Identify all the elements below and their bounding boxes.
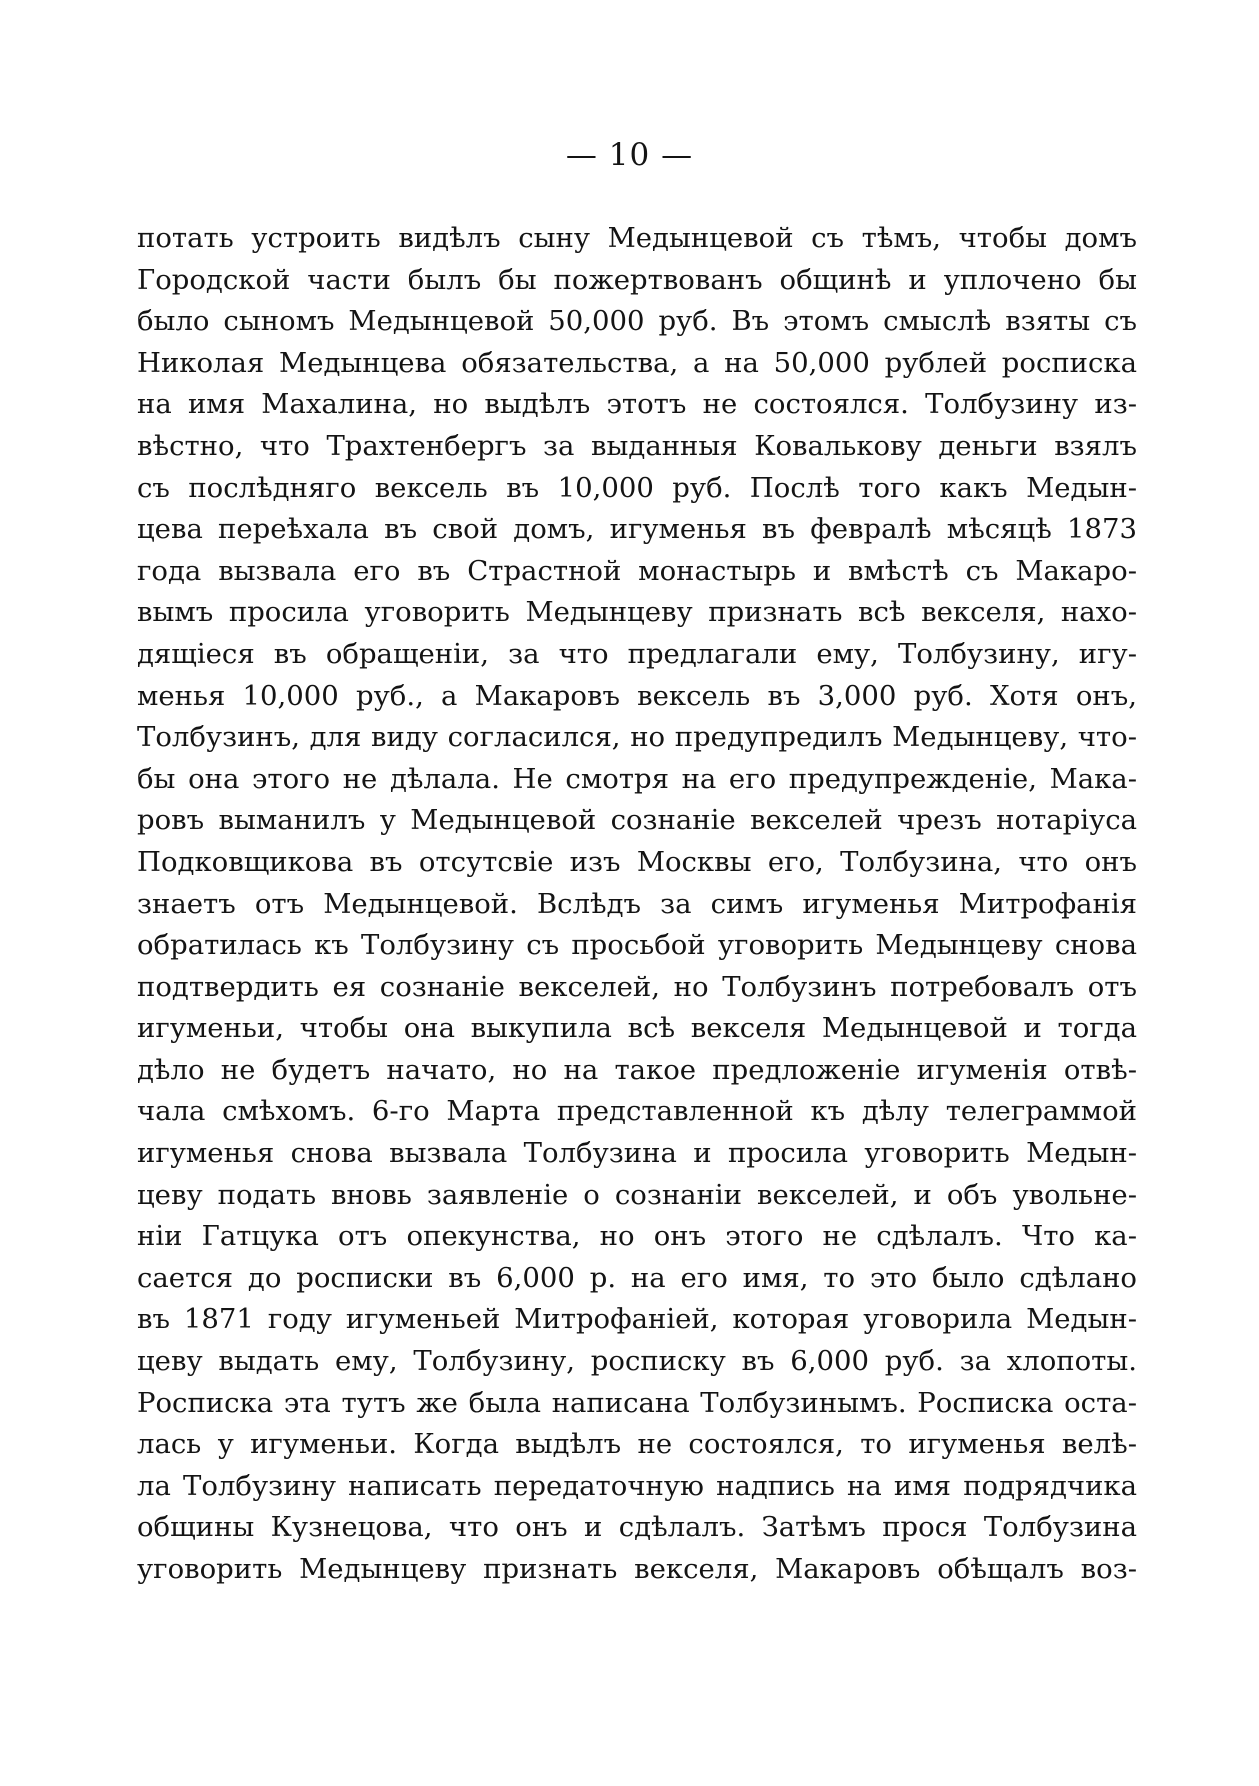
text-line: знаетъ отъ Медынцевой. Вслѣдъ за симъ игуменья Митрофанія <box>137 887 1137 920</box>
text-line: Росписка эта тутъ же была написана Толбузинымъ. Росписка оста- <box>137 1386 1137 1419</box>
text-line: цеву выдать ему, Толбузину, росписку въ 6,000 руб. за хлопоты. <box>137 1345 1137 1378</box>
body-text <box>137 218 1137 1591</box>
text-line: цеву подать вновь заявленіе о сознаніи векселей, и объ увольне- <box>137 1178 1137 1211</box>
text-line: Подковщикова въ отсутсвіе изъ Москвы его, Толбузина, что онъ <box>137 845 1137 878</box>
text-line: въ 1871 году игуменьей Митрофаніей, которая уговорила Медын- <box>137 1303 1137 1336</box>
text-line: потать устроить видѣлъ сыну Медынцевой съ тѣмъ, чтобы домъ <box>137 222 1137 254</box>
text-line: ровъ выманилъ у Медынцевой сознаніе векселей чрезъ нотаріуса <box>137 804 1137 837</box>
text-line: бы она этого не дѣлала. Не смотря на его предупрежденіе, Мака- <box>137 762 1137 795</box>
text-line: ла Толбузину написать передаточную надпись на имя подрядчика <box>137 1469 1137 1502</box>
text-line: общины Кузнецова, что онъ и сдѣлалъ. Затѣмъ прося Толбузина <box>137 1511 1137 1544</box>
text-line: года вызвала его въ Страстной монастырь и вмѣстѣ съ Макаро- <box>137 554 1137 587</box>
text-line: вѣстно, что Трахтенбергъ за выданныя Ковалькову деньги взялъ <box>137 429 1137 462</box>
text-line: дѣло не будетъ начато, но на такое предложеніе игуменія отвѣ- <box>137 1053 1137 1086</box>
text-line: лась у игуменьи. Когда выдѣлъ не состоялся, то игуменья велѣ- <box>137 1428 1137 1461</box>
text-line: вымъ просила уговорить Медынцеву признать всѣ векселя, нахо- <box>137 596 1137 629</box>
text-line: игуменья снова вызвала Толбузина и просила уговорить Медын- <box>137 1137 1137 1170</box>
page-number: — 10 — <box>565 137 694 173</box>
text-line: было сыномъ Медынцевой 50,000 руб. Въ этомъ смыслѣ взяты съ <box>137 305 1137 338</box>
text-line: чала смѣхомъ. 6-го Марта представленной къ дѣлу телеграммой <box>137 1095 1137 1128</box>
text-line: уговорить Медынцеву признать векселя, Макаровъ обѣщалъ воз- <box>137 1553 1137 1585</box>
text-line: Городской части былъ бы пожертвованъ общинѣ и уплочено бы <box>137 263 1137 296</box>
text-line: игуменьи, чтобы она выкупила всѣ векселя Медынцевой и тогда <box>137 1012 1137 1045</box>
text-line: съ послѣдняго вексель въ 10,000 руб. Послѣ того какъ Медын- <box>137 471 1137 504</box>
text-line: обратилась къ Толбузину съ просьбой уговорить Медынцеву снова <box>137 929 1137 962</box>
text-line: дящіеся въ обращеніи, за что предлагали ему, Толбузину, игу- <box>137 637 1137 670</box>
text-line: цева переѣхала въ свой домъ, игуменья въ февралѣ мѣсяцѣ 1873 <box>137 513 1137 546</box>
text-line: сается до росписки въ 6,000 р. на его имя, то это было сдѣлано <box>137 1261 1137 1294</box>
text-line: Николая Медынцева обязательства, а на 50,000 рублей росписка <box>137 346 1137 379</box>
text-line: ніи Гатцука отъ опекунства, но онъ этого не сдѣлалъ. Что ка- <box>137 1220 1137 1253</box>
text-line: менья 10,000 руб., а Макаровъ вексель въ 3,000 руб. Хотя онъ, <box>137 679 1137 712</box>
text-line: на имя Махалина, но выдѣлъ этотъ не состоялся. Толбузину из- <box>137 388 1137 421</box>
text-line: подтвердить ея сознаніе векселей, но Толбузинъ потребовалъ отъ <box>137 970 1137 1003</box>
text-line: Толбузинъ, для виду согласился, но предупредилъ Медынцеву, что- <box>137 721 1137 754</box>
